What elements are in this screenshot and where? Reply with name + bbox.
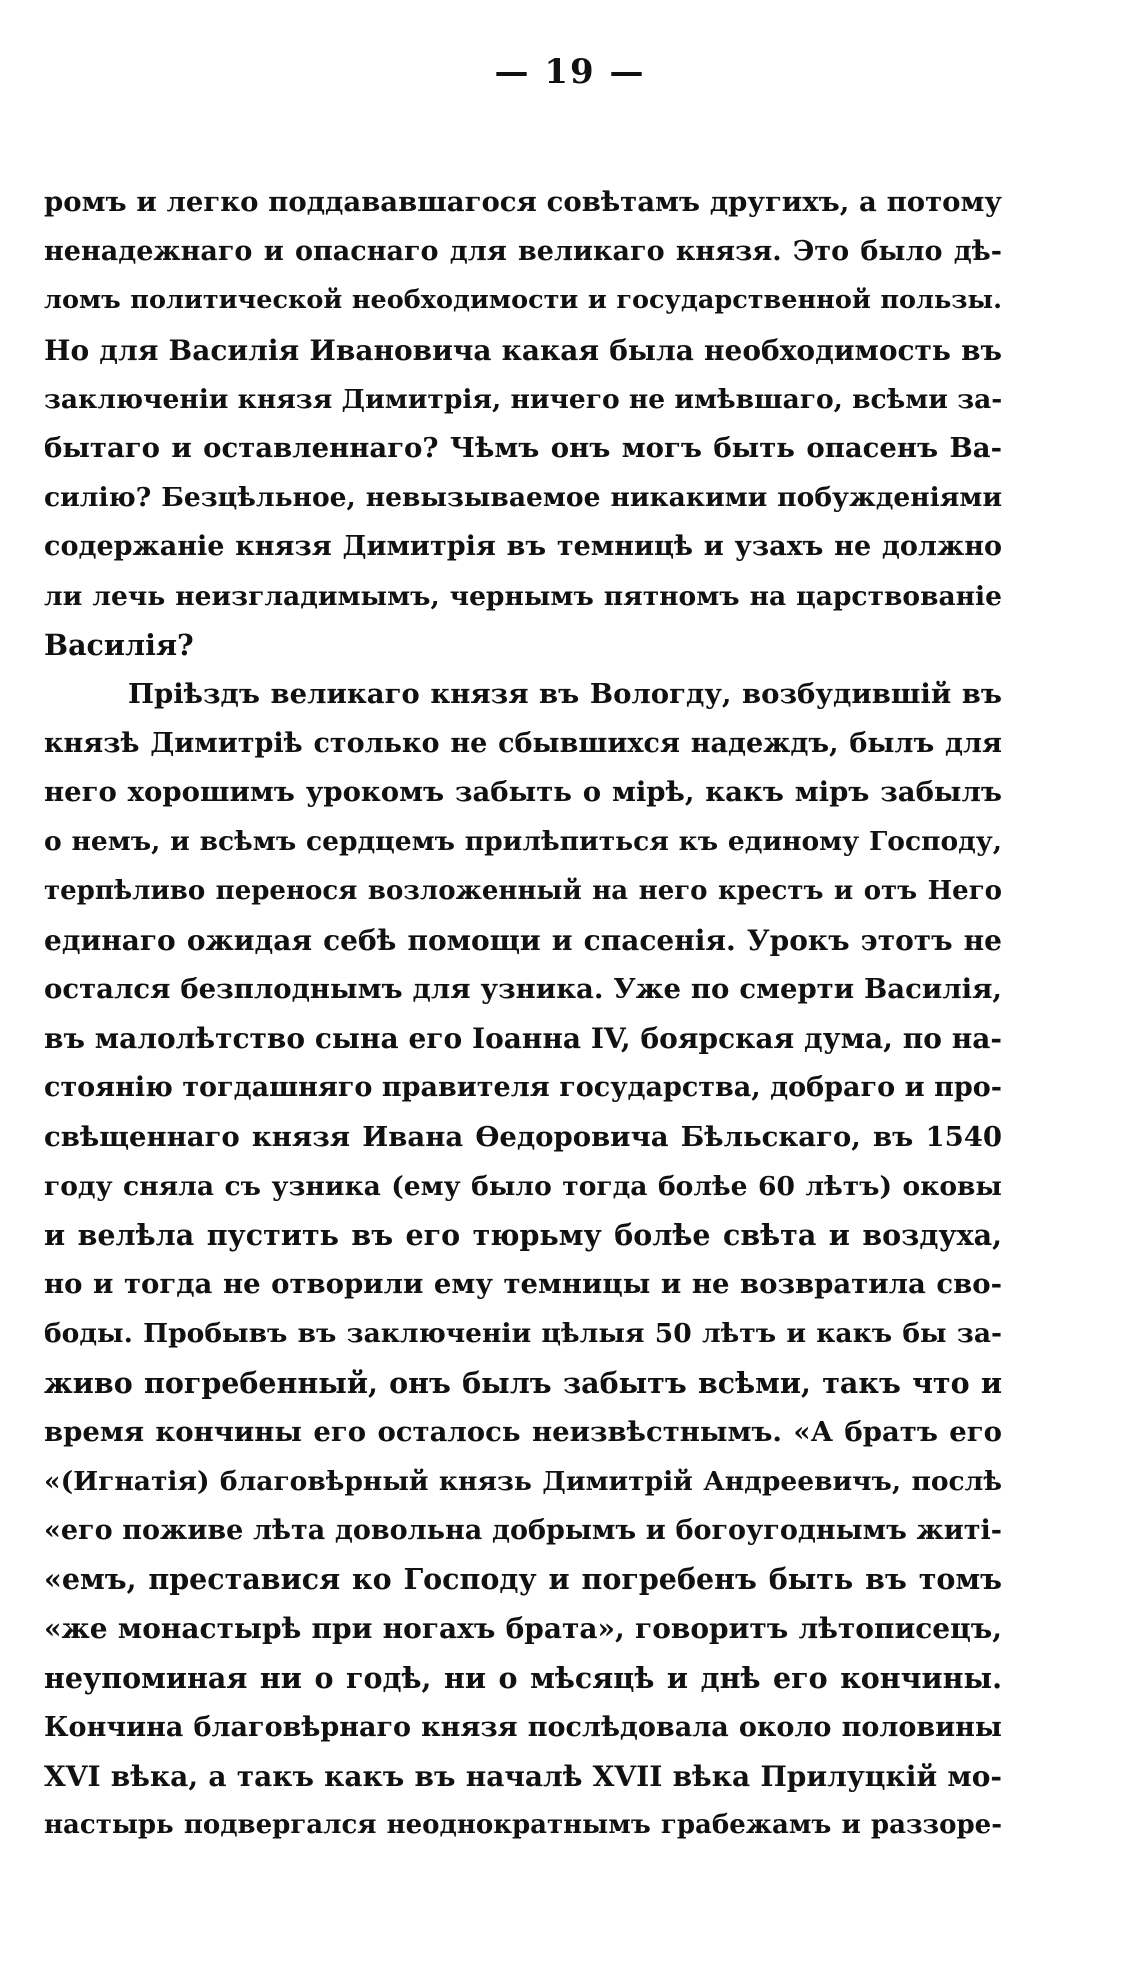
- text-line: о немъ, и всѣмъ сердцемъ прилѣпиться къ единому Господу,: [44, 826, 1002, 858]
- text-line: ромъ и легко поддававшагося совѣтамъ другихъ, а потому: [44, 186, 1002, 218]
- text-line: остался безплоднымъ для узника. Уже по смерти Василія,: [44, 973, 1002, 1005]
- body-text: [44, 178, 1002, 1850]
- text-line: «емъ, преставися ко Господу и погребенъ быть въ томъ: [44, 1562, 1002, 1597]
- paragraph-start-line: Пріѣздъ великаго князя въ Вологду, возбудившій въ: [128, 677, 1002, 710]
- text-line: но и тогда не отворили ему темницы и не возвратила сво-: [44, 1268, 1002, 1301]
- text-line: ли лечь неизгладимымъ, чернымъ пятномъ на царствованіе: [44, 580, 1002, 612]
- text-line: стоянію тогдашняго правителя государства, добраго и про-: [44, 1072, 1002, 1104]
- text-line: силію? Безцѣльное, невызываемое никакими побужденіями: [44, 482, 1002, 514]
- text-line: содержаніе князя Димитрія въ темницѣ и узахъ не должно: [44, 531, 1002, 563]
- text-line: XVI вѣка, а такъ какъ въ началѣ XVII вѣка Прилуцкій мо-: [44, 1760, 1002, 1793]
- text-line: свѣщеннаго князя Ивана Өедоровича Бѣльскаго, въ 1540: [44, 1120, 1002, 1153]
- text-line: время кончины его осталось неизвѣстнымъ. «А братъ его: [44, 1415, 1002, 1448]
- text-line: въ малолѣтство сына его Іоанна IV, боярская дума, по на-: [44, 1022, 1002, 1056]
- text-line: и велѣла пустить въ его тюрьму болѣе свѣта и воздуха,: [44, 1217, 1002, 1252]
- page-number: — 19 —: [494, 52, 646, 92]
- text-line: «же монастырѣ при ногахъ брата», говоритъ лѣтописецъ,: [44, 1612, 1002, 1646]
- text-line: «его поживе лѣта довольна добрымъ и богоугоднымъ житі-: [44, 1515, 1002, 1547]
- text-line: живо погребенный, онъ былъ забытъ всѣми, такъ что и: [44, 1365, 1002, 1400]
- text-line: заключеніи князя Димитрія, ничего не имѣвшаго, всѣми за-: [44, 383, 1002, 415]
- text-line: настырь подвергался неоднократнымъ грабежамъ и раззоре-: [44, 1810, 1002, 1841]
- text-line: неупоминая ни о годѣ, ни о мѣсяцѣ и днѣ его кончины.: [44, 1660, 1002, 1695]
- text-line: Василія?: [44, 627, 194, 662]
- text-line: князѣ Димитріѣ столько не сбывшихся надеждъ, былъ для: [44, 728, 1002, 760]
- text-line: бытаго и оставленнаго? Чѣмъ онъ могъ быть опасенъ Ва-: [44, 431, 1002, 464]
- text-line: ненадежнаго и опаснаго для великаго князя. Это было дѣ-: [44, 236, 1002, 268]
- text-line: Но для Василія Ивановича какая была необходимость въ: [44, 333, 1002, 367]
- text-line: него хорошимъ урокомъ забыть о мірѣ, какъ міръ забылъ: [44, 776, 1002, 809]
- text-line: ломъ политической необходимости и государственной пользы.: [44, 285, 1002, 316]
- text-line: «(Игнатія) благовѣрный князь Димитрій Андреевичъ, послѣ: [44, 1465, 1002, 1497]
- text-line: боды. Пробывъ въ заключеніи цѣлыя 50 лѣтъ и какъ бы за-: [44, 1318, 1002, 1350]
- text-line: Кончина благовѣрнаго князя послѣдовала около половины: [44, 1711, 1002, 1743]
- text-line: единаго ожидая себѣ помощи и спасенія. Урокъ этотъ не: [44, 923, 1002, 957]
- text-line: терпѣливо перенося возложенный на него крестъ и отъ Него: [44, 875, 1002, 906]
- text-line: году сняла съ узника (ему было тогда болѣе 60 лѣтъ) оковы: [44, 1170, 1002, 1202]
